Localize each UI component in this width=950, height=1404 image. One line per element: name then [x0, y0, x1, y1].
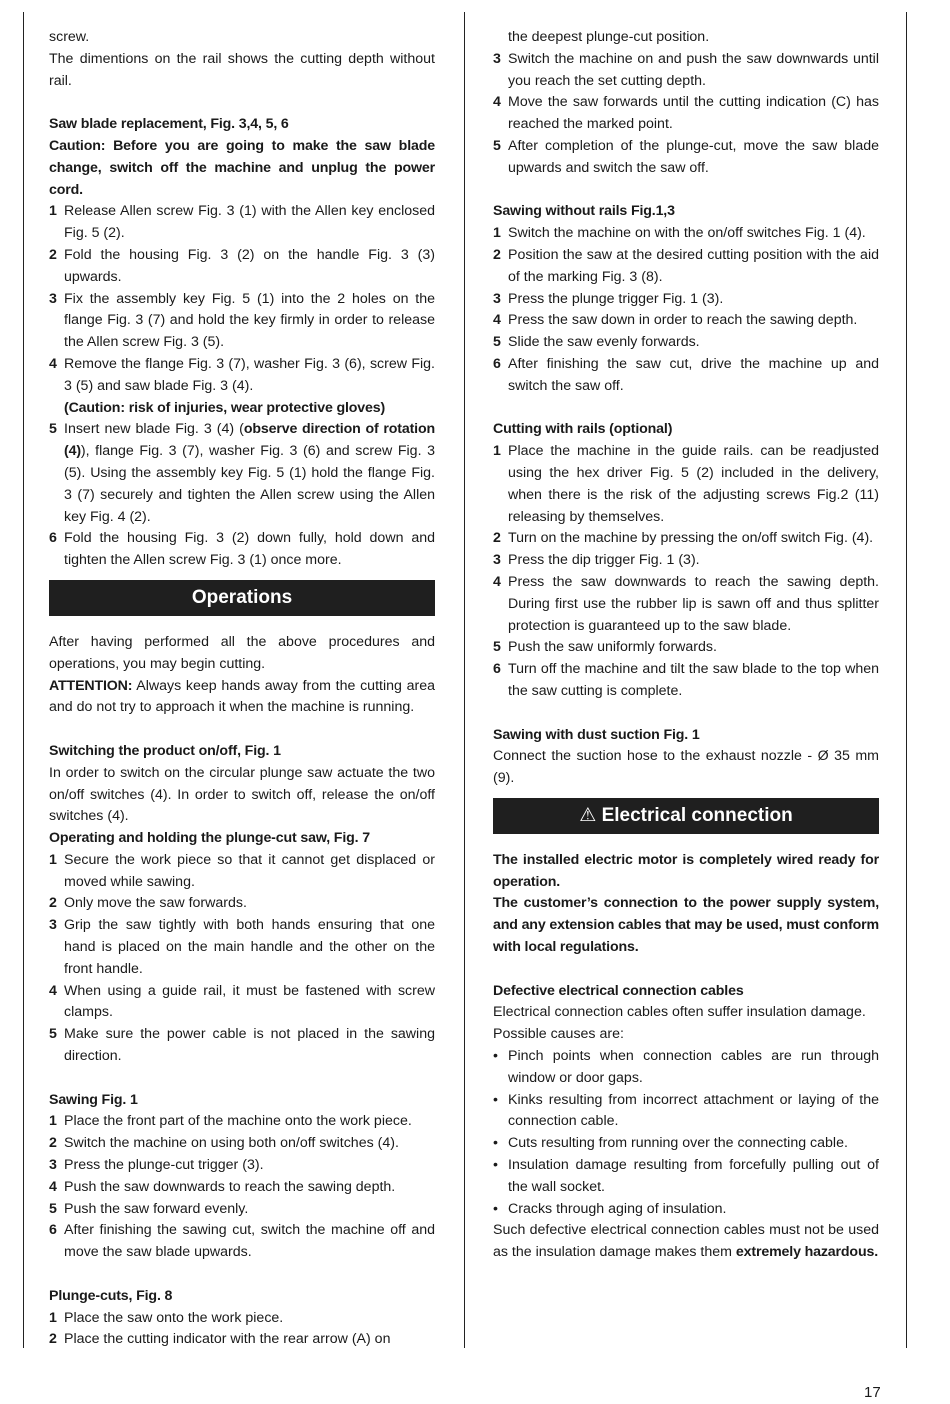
list-item: 2 Switch the machine on using both on/off switches (4). — [49, 1135, 399, 1152]
list-item-continued: the deepest plunge-cut position. — [508, 29, 710, 45]
list-item: 1 Place the machine in the guide rails. can be readjusted using the hex driver Fig. 5 (2) included in the delivery, when there is the risk of the adjusting screws Fig.2 (11) releasing by themselves. — [493, 443, 879, 525]
column-divider — [464, 12, 465, 1348]
section-heading: Defective electrical connection cables — [493, 982, 744, 999]
bold-paragraph: The customer’s connection to the power supply system, and any extension cables that may be used, must conform with local regulations. — [493, 895, 879, 956]
section-heading: Operating and holding the plunge-cut saw, Fig. 7 — [49, 830, 370, 847]
bold-paragraph: The installed electric motor is completely wired ready for operation. — [493, 851, 879, 890]
list-item: 2 Turn on the machine by pressing the on/off switch Fig. (4). — [493, 530, 874, 547]
warning-icon: ⚠ — [579, 804, 597, 826]
list-item: 5 Push the saw forward evenly. — [49, 1200, 249, 1217]
list-item: 3 Switch the machine on and push the saw downwards until you reach the set cutting depth. — [493, 50, 879, 89]
section-heading: Plunge-cuts, Fig. 8 — [49, 1287, 173, 1304]
electrical-connection-banner: ⚠ Electrical connection — [493, 798, 879, 834]
right-column — [493, 27, 879, 1264]
left-column — [49, 27, 435, 1351]
list-item: 6 After finishing the saw cut, drive the machine up and switch the saw off. — [493, 355, 879, 394]
bullet-item: • Pinch points when connection cables are run through window or door gaps. — [493, 1048, 879, 1086]
bullet-icon: • — [493, 1157, 498, 1174]
paragraph: Such defective electrical connection cables must not be used as the insulation damage makes them extremely hazardous. — [493, 1222, 879, 1261]
list-item: 3 Press the plunge trigger Fig. 1 (3). — [493, 290, 724, 307]
left-margin-rule — [23, 12, 24, 1348]
list-item: 2 Fold the housing Fig. 3 (2) on the handle Fig. 3 (3) upwards. — [49, 246, 435, 285]
list-item: 3 Grip the saw tightly with both hands ensuring that one hand is placed on the main handle and the other on the front handle. — [49, 917, 435, 977]
bullet-icon: • — [493, 1135, 498, 1152]
list-item: 4 Push the saw downwards to reach the sawing depth. — [49, 1178, 396, 1195]
list-item: 2 Place the cutting indicator with the rear arrow (A) on — [49, 1331, 391, 1348]
caution-text: Caution: Before you are going to make the saw blade change, switch off the machine and unplug the power cord. — [49, 137, 435, 198]
section-heading: Cutting with rails (optional) — [493, 421, 673, 438]
section-heading: Sawing Fig. 1 — [49, 1091, 138, 1108]
paragraph: Electrical connection cables often suffer insulation damage. — [493, 1004, 866, 1021]
caution-note: (Caution: risk of injuries, wear protective gloves) — [64, 399, 386, 416]
list-item: 1 Place the front part of the machine onto the work piece. — [49, 1113, 412, 1130]
bullet-item: • Insulation damage resulting from forcefully pulling out of the wall socket. — [493, 1157, 879, 1195]
list-item: 4 Remove the flange Fig. 3 (7), washer Fig. 3 (6), screw Fig. 3 (5) and saw blade Fig. 3 (4). (Caution: risk of injuries, wear protective gloves) — [49, 355, 435, 416]
section-heading: Switching the product on/off, Fig. 1 — [49, 742, 281, 759]
list-item: 1 Switch the machine on with the on/off switches Fig. 1 (4). — [493, 225, 866, 242]
list-item: 6 After finishing the sawing cut, switch the machine off and move the saw blade upwards. — [49, 1222, 435, 1261]
operations-banner: Operations — [49, 580, 435, 616]
list-item: 5 Push the saw uniformly forwards. — [493, 639, 717, 656]
section-heading: Sawing with dust suction Fig. 1 — [493, 726, 700, 743]
list-item: 3 Fix the assembly key Fig. 5 (1) into the 2 holes on the flange Fig. 3 (7) and hold the key firmly in order to release the Allen screw Fig. 3 (5). — [49, 290, 435, 351]
bullet-icon: • — [493, 1091, 498, 1108]
list-item: 5 Make sure the power cable is not placed in the sawing direction. — [49, 1026, 435, 1065]
list-item: 6 Fold the housing Fig. 3 (2) down fully, hold down and tighten the Allen screw Fig. 3 (1) once more. — [49, 530, 435, 569]
paragraph: After having performed all the above procedures and operations, you may begin cutting. — [49, 633, 435, 672]
paragraph: Possible causes are: — [493, 1026, 624, 1043]
list-item: 4 Move the saw forwards until the cutting indication (C) has reached the marked point. — [493, 94, 879, 133]
list-item: 5 Insert new blade Fig. 3 (4) (observe direction of rotation (4)), flange Fig. 3 (7), washer Fig. 3 (6) and screw Fig. 3 (5). Using the assembly key Fig. 5 (1) hold the flange Fig. 3 (7) securely and tighten the Allen screw using the Allen key Fig. 4 (2). — [49, 421, 435, 525]
list-item: 2 Position the saw at the desired cutting position with the aid of the marking Fig. 3 (8). — [493, 246, 879, 285]
bullet-item: • Kinks resulting from incorrect attachment or laying of the connection cable. — [493, 1091, 879, 1130]
list-item: 6 Turn off the machine and tilt the saw blade to the top when the saw cutting is complete. — [493, 661, 879, 699]
bullet-item: • Cracks through aging of insulation. — [493, 1199, 879, 1221]
list-item: 4 Press the saw downwards to reach the sawing depth. During first use the rubber lip is sawn off and thus splitter protection is guaranteed up to the saw blade. — [493, 573, 879, 634]
list-item: 3 Press the plunge-cut trigger (3). — [49, 1157, 264, 1174]
intro-line: screw. — [49, 29, 90, 45]
bullet-icon: • — [493, 1200, 498, 1217]
list-item: 1 Release Allen screw Fig. 3 (1) with the Allen key enclosed Fig. 5 (2). — [49, 203, 435, 242]
list-item: 1 Secure the work piece so that it cannot get displaced or moved while sawing. — [49, 851, 435, 890]
list-item: 4 When using a guide rail, it must be fastened with screw clamps. — [49, 982, 435, 1021]
right-margin-rule — [906, 12, 907, 1348]
intro-line: The dimentions on the rail shows the cutting depth without rail. — [49, 50, 435, 89]
page-number: 17 — [864, 1384, 881, 1401]
list-item: 2 Only move the saw forwards. — [49, 895, 247, 912]
bullet-icon: • — [493, 1048, 498, 1065]
bullet-item: • Cuts resulting from running over the connecting cable. — [493, 1133, 879, 1155]
list-item: 1 Place the saw onto the work piece. — [49, 1309, 284, 1326]
list-item: 5 Slide the saw evenly forwards. — [493, 334, 700, 351]
list-item: 5 After completion of the plunge-cut, move the saw blade upwards and switch the saw off. — [493, 137, 879, 176]
list-item: 4 Press the saw down in order to reach the sawing depth. — [493, 312, 858, 329]
paragraph: Connect the suction hose to the exhaust nozzle - Ø 35 mm (9). — [493, 748, 879, 787]
attention-paragraph: ATTENTION: Always keep hands away from the cutting area and do not try to approach it when the machine is running. — [49, 677, 435, 716]
list-item: 3 Press the dip trigger Fig. 1 (3). — [493, 552, 700, 569]
section-heading: Saw blade replacement, Fig. 3,4, 5, 6 — [49, 116, 289, 133]
paragraph: In order to switch on the circular plunge saw actuate the two on/off switches (4). In order to switch off, release the on/off switches (4). — [49, 764, 435, 825]
section-heading: Sawing without rails Fig.1,3 — [493, 203, 675, 220]
